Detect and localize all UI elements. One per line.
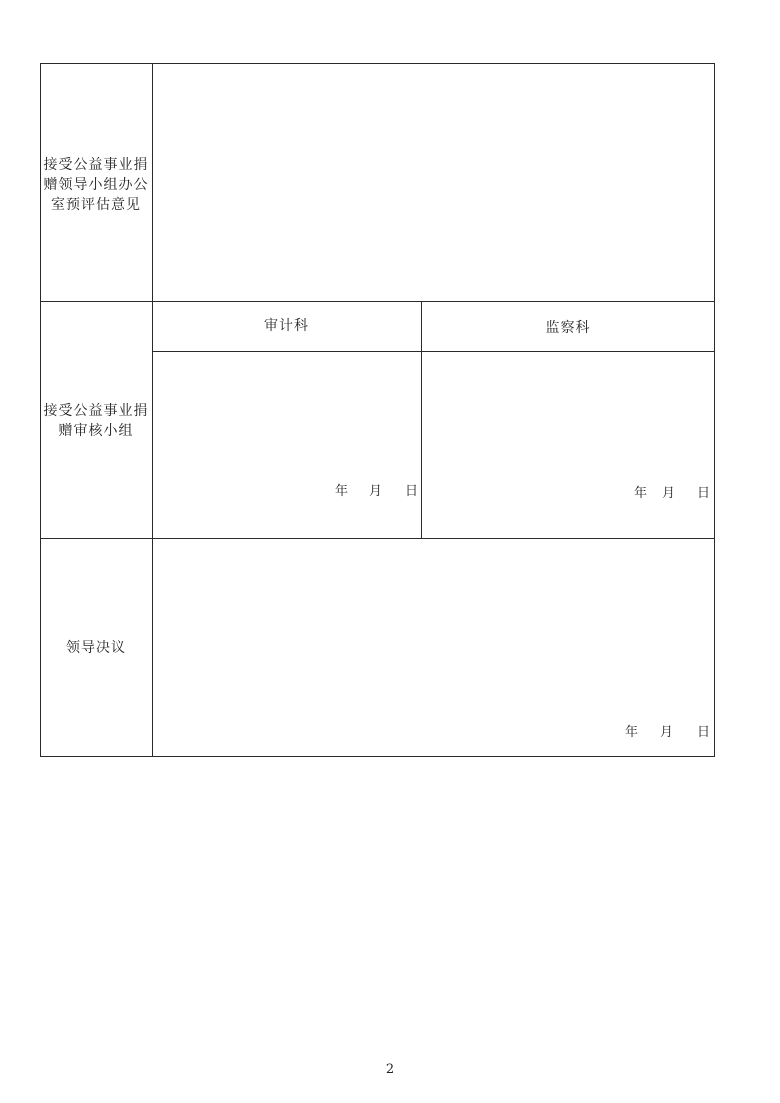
supervision-date-month: 月 [662,486,676,501]
label-line: 室预评估意见 [51,197,141,213]
label-line: 赠领导小组办公 [43,177,149,193]
pre-assessment-label [40,155,152,215]
label-column-divider [152,63,153,757]
page-number: 2 [385,1062,395,1077]
label-line: 接受公益事业捐 [43,157,149,173]
supervision-date-day: 日 [697,486,711,501]
supervision-dept-opinion-field[interactable] [423,353,714,537]
row-divider-2 [40,538,715,539]
audit-dept-header: 审计科 [264,318,309,334]
audit-dept-opinion-field[interactable] [154,353,420,537]
supervision-dept-header: 监察科 [545,320,591,336]
label-line: 赠审核小组 [58,423,134,439]
audit-date-month: 月 [369,484,383,499]
audit-date-year: 年 [335,484,349,499]
review-group-label [40,401,152,441]
decision-date-month: 月 [660,725,674,740]
decision-date-day: 日 [697,725,711,740]
leadership-decision-field[interactable] [154,540,713,755]
row-divider-1 [40,301,715,302]
header-divider [152,351,715,352]
leadership-decision-label [40,638,152,658]
label-line: 领导决议 [66,640,126,656]
supervision-date-year: 年 [634,486,648,501]
label-line: 接受公益事业捐 [43,403,149,419]
audit-date-day: 日 [405,484,419,499]
decision-date-year: 年 [625,725,639,740]
pre-assessment-opinion-field[interactable] [154,65,713,300]
